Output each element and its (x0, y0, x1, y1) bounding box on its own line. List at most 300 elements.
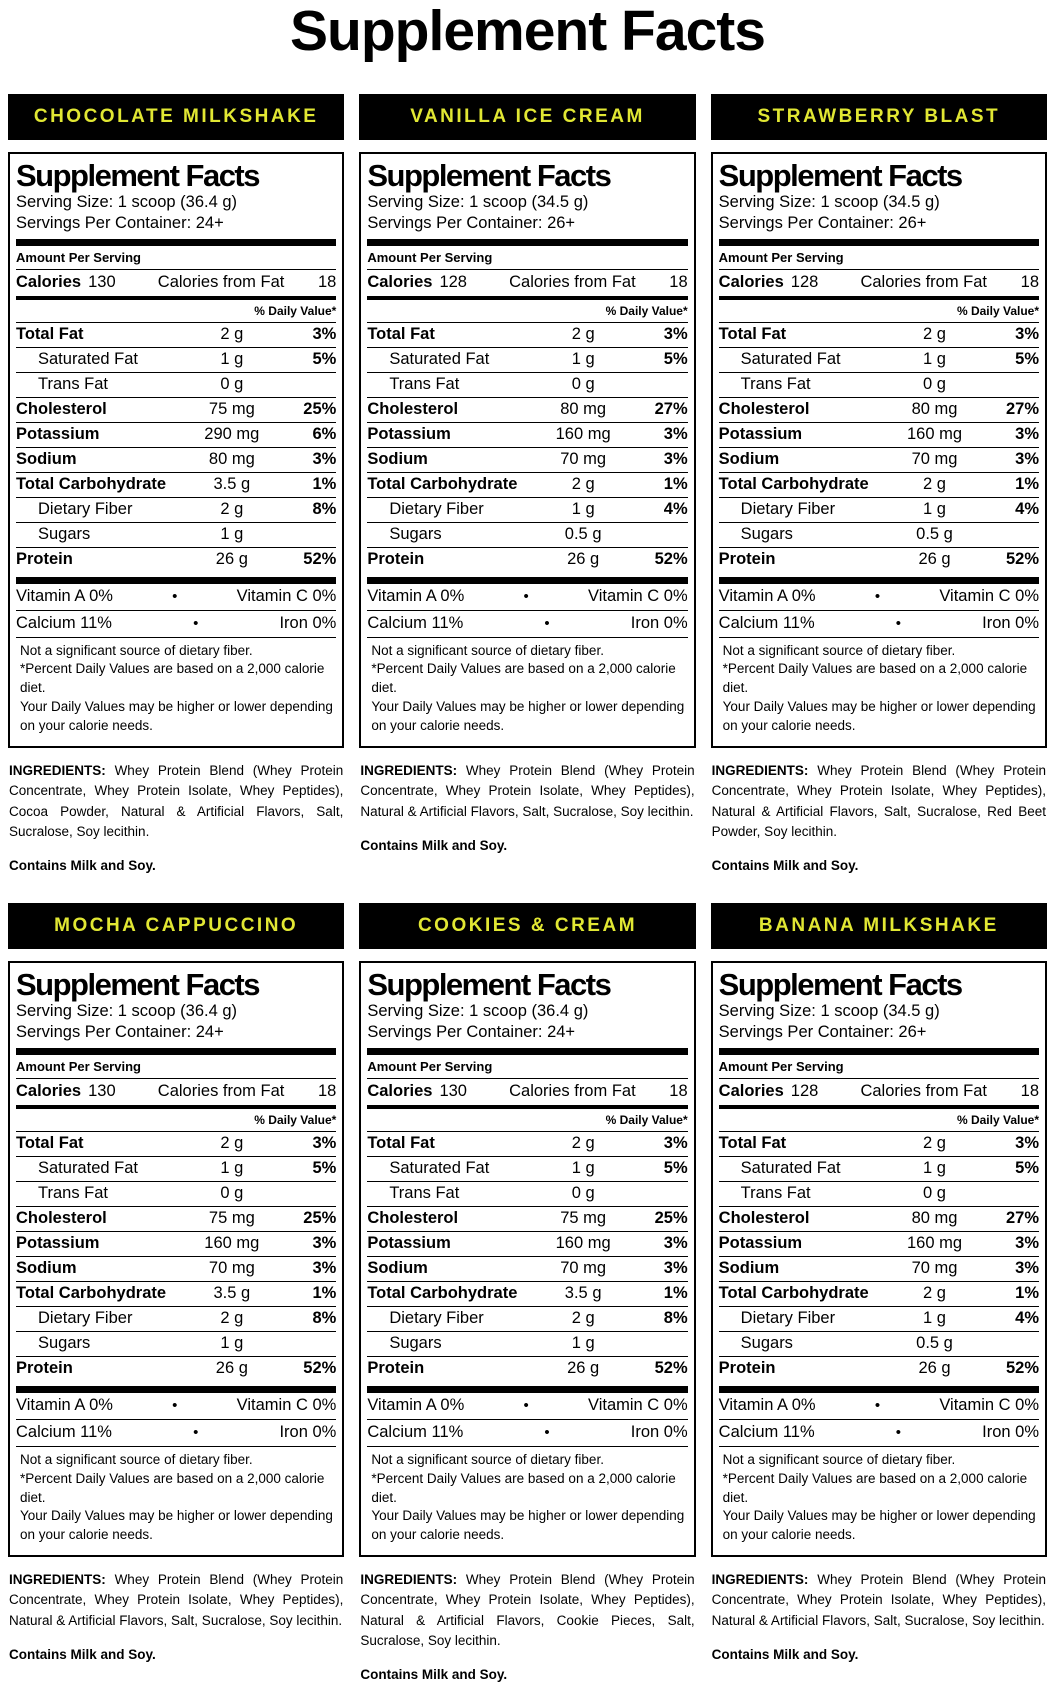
nutrient-row (719, 1181, 1039, 1206)
nutrient-daily-value: 1% (663, 1283, 688, 1302)
nutrient-row (16, 397, 336, 422)
nutrient-row (16, 1206, 336, 1231)
nutrient-row (16, 1181, 336, 1206)
nutrient-daily-value: 5% (1015, 1158, 1039, 1177)
nutrient-row (16, 1231, 336, 1256)
nutrient-amount: 80 mg (560, 399, 607, 418)
nutrient-row (367, 397, 687, 422)
divider-thick-top (16, 1048, 336, 1055)
ingredients-label: INGREDIENTS: (9, 763, 106, 779)
footnote-line: Not a significant source of dietary fiber. (722, 642, 956, 658)
nutrient-name: Trans Fat (740, 374, 811, 393)
servings-per-container: Servings Per Container: 24+ (367, 1023, 576, 1042)
nutrient-name: Total Fat (718, 1133, 787, 1152)
nutrient-name: Sugars (38, 524, 91, 543)
vitamin-right: Vitamin C 0% (939, 586, 1039, 605)
supplement-facts-box (359, 961, 695, 1557)
nutrient-row (16, 497, 336, 522)
flavor-header (359, 94, 695, 140)
divider-thick-bottom (16, 1386, 336, 1393)
vitamin-left: Vitamin A 0% (367, 586, 465, 605)
vitamin-left: Calcium 11% (16, 1422, 112, 1441)
footnotes (16, 1446, 336, 1548)
footnotes (719, 1446, 1039, 1548)
nutrient-amount: 2 g (571, 1308, 595, 1327)
calories-group (367, 273, 509, 292)
nutrient-row (367, 1356, 687, 1381)
nutrient-amount: 70 mg (560, 1258, 607, 1277)
ingredients (9, 761, 343, 842)
nutrient-amount: 0.5 g (916, 1333, 953, 1352)
ingredients-label: INGREDIENTS: (711, 1572, 809, 1588)
nutrient-amount: 26 g (918, 1358, 951, 1377)
nutrient-row (719, 1306, 1039, 1331)
nutrient-daily-value: 5% (312, 1158, 337, 1177)
nutrient-rows (719, 1131, 1039, 1381)
servings-per-container: Servings Per Container: 26+ (367, 213, 576, 232)
nutrient-amount: 160 mg (555, 424, 611, 443)
nutrient-name: Saturated Fat (740, 1158, 841, 1177)
calories-label: Calories (16, 1081, 82, 1100)
facts-title: Supplement Facts (718, 967, 962, 1003)
nutrient-daily-value: 3% (663, 424, 688, 443)
vitamin-right: Vitamin C 0% (939, 1395, 1039, 1414)
vitamin-right: Vitamin C 0% (236, 1395, 337, 1414)
bullet-separator: • (895, 1423, 902, 1441)
nutrient-row (367, 1231, 687, 1256)
bullet-separator: • (895, 614, 902, 632)
nutrient-amount: 0 g (571, 374, 595, 393)
serving-size: Serving Size: 1 scoop (34.5 g) (718, 1002, 940, 1021)
daily-value-header: % Daily Value* (956, 303, 1039, 318)
footnotes (16, 637, 336, 739)
nutrient-daily-value: 8% (663, 1308, 688, 1327)
nutrient-amount: 1 g (571, 349, 595, 368)
flavor-panel (711, 903, 1047, 1662)
calories-group (719, 1082, 861, 1101)
vitamin-rows (367, 1393, 687, 1446)
flavor-name: CHOCOLATE MILKSHAKE (33, 105, 319, 127)
nutrient-daily-value: 1% (1015, 1283, 1039, 1302)
nutrient-amount: 2 g (220, 324, 244, 343)
nutrient-row (719, 397, 1039, 422)
facts-title: Supplement Facts (16, 967, 259, 1003)
vitamin-row (16, 584, 336, 610)
nutrient-name: Total Carbohydrate (718, 474, 869, 493)
nutrient-daily-value: 52% (654, 549, 688, 568)
nutrient-daily-value: 27% (654, 399, 688, 418)
nutrient-row (367, 1281, 687, 1306)
calories-group (16, 273, 158, 292)
calories-row (367, 1078, 687, 1105)
nutrient-daily-value: 8% (312, 1308, 337, 1327)
ingredients (9, 1570, 343, 1631)
vitamin-left: Calcium 11% (367, 1422, 464, 1441)
calories-from-fat-label: Calories from Fat (509, 1081, 636, 1100)
nutrient-name: Potassium (16, 424, 100, 443)
servings-per-container: Servings Per Container: 26+ (718, 1023, 927, 1042)
nutrient-row (16, 1281, 336, 1306)
nutrient-amount: 75 mg (208, 1208, 255, 1227)
flavor-name: BANANA MILKSHAKE (758, 915, 999, 937)
nutrient-row (367, 1256, 687, 1281)
vitamin-right: Iron 0% (982, 613, 1039, 632)
nutrient-daily-value: 25% (303, 1208, 337, 1227)
nutrient-name: Cholesterol (718, 399, 810, 418)
bullet-separator: • (544, 1423, 550, 1441)
divider-thick-bottom (367, 577, 687, 584)
nutrient-name: Total Fat (367, 1133, 435, 1152)
nutrient-row (367, 347, 687, 372)
divider-thick-bottom (367, 1386, 687, 1393)
nutrient-row (16, 372, 336, 397)
nutrient-daily-value: 3% (663, 449, 688, 468)
vitamin-left: Vitamin A 0% (718, 586, 816, 605)
vitamin-row (719, 584, 1039, 610)
amount-per-serving-label: Amount Per Serving (367, 1058, 493, 1074)
vitamin-right: Iron 0% (630, 613, 688, 632)
nutrient-daily-value: 4% (1015, 499, 1039, 518)
nutrient-row (16, 1156, 336, 1181)
nutrient-daily-value: 5% (312, 349, 337, 368)
bullet-separator: • (523, 587, 529, 605)
nutrient-row (367, 322, 687, 347)
nutrient-row (16, 422, 336, 447)
contains-statement: Contains Milk and Soy. (360, 1667, 508, 1683)
calories-row (719, 269, 1039, 296)
nutrient-amount: 80 mg (911, 399, 958, 418)
nutrient-name: Sodium (718, 449, 780, 468)
contains-statement: Contains Milk and Soy. (9, 858, 156, 874)
nutrient-name: Potassium (718, 1233, 803, 1252)
nutrient-amount: 26 g (215, 1358, 248, 1377)
divider-thick-top (16, 239, 336, 246)
nutrient-name: Dietary Fiber (38, 499, 133, 518)
footnote-line: Your Daily Values may be higher or lower depending on your calorie needs. (722, 1508, 1036, 1543)
servings-per-container: Servings Per Container: 24+ (16, 213, 224, 232)
flavor-name: STRAWBERRY BLAST (757, 105, 1001, 127)
footnote-line: *Percent Daily Values are based on a 2,000 calorie diet. (722, 661, 1028, 696)
footnote-line: Your Daily Values may be higher or lower depending on your calorie needs. (20, 699, 333, 734)
calories-from-fat-value: 18 (669, 272, 688, 291)
vitamin-row (719, 1393, 1039, 1419)
ingredients-label: INGREDIENTS: (711, 763, 809, 779)
vitamin-right: Iron 0% (630, 1422, 688, 1441)
nutrient-amount: 1 g (220, 1333, 244, 1352)
daily-value-header: % Daily Value* (254, 303, 337, 318)
nutrient-daily-value: 3% (1015, 449, 1039, 468)
nutrient-daily-value: 1% (663, 474, 688, 493)
vitamin-row (16, 610, 336, 637)
ingredients-text: Whey Protein Blend (Whey Protein Concentrate, Whey Protein Isolate, Whey Peptides), Natural & Artificial Flavors, Salt, Sucralose, Red Beet Powder, Soy lecithin. (711, 763, 1046, 839)
nutrient-daily-value: 3% (663, 1133, 688, 1152)
nutrient-daily-value: 3% (312, 1258, 337, 1277)
nutrient-daily-value: 3% (312, 324, 337, 343)
flavor-panel (359, 94, 695, 853)
nutrient-amount: 1 g (220, 349, 244, 368)
serving-size: Serving Size: 1 scoop (34.5 g) (718, 193, 940, 212)
nutrient-amount: 26 g (567, 549, 600, 568)
nutrient-amount: 80 mg (208, 449, 255, 468)
nutrient-amount: 0 g (571, 1183, 595, 1202)
nutrient-row (16, 1356, 336, 1381)
nutrient-row (719, 497, 1039, 522)
nutrient-row (367, 547, 687, 572)
nutrient-row (16, 547, 336, 572)
serving-size: Serving Size: 1 scoop (34.5 g) (367, 193, 589, 212)
calories-row (16, 269, 336, 296)
nutrient-row (719, 1356, 1039, 1381)
nutrient-daily-value: 3% (312, 1233, 337, 1252)
flavor-header (711, 903, 1047, 949)
nutrient-amount: 70 mg (911, 449, 958, 468)
nutrient-name: Saturated Fat (389, 349, 490, 368)
nutrient-amount: 2 g (571, 474, 595, 493)
vitamin-row (719, 1419, 1039, 1446)
nutrient-amount: 0 g (220, 1183, 244, 1202)
nutrient-amount: 160 mg (906, 424, 963, 443)
bullet-separator: • (544, 614, 550, 632)
nutrient-row (16, 1256, 336, 1281)
footnote-line: Not a significant source of dietary fiber. (20, 642, 253, 658)
ingredients (360, 761, 694, 822)
amount-per-serving-label: Amount Per Serving (367, 249, 493, 265)
bullet-separator: • (874, 1396, 881, 1414)
nutrient-amount: 0 g (220, 374, 244, 393)
footnote-line: Not a significant source of dietary fiber. (20, 1451, 253, 1467)
nutrient-row (367, 1156, 687, 1181)
nutrient-name: Sodium (718, 1258, 780, 1277)
nutrient-name: Dietary Fiber (38, 1308, 133, 1327)
facts-title: Supplement Facts (16, 157, 259, 193)
nutrient-amount: 26 g (567, 1358, 600, 1377)
nutrient-amount: 80 mg (911, 1208, 958, 1227)
contains-statement: Contains Milk and Soy. (711, 1646, 859, 1662)
calories-group (719, 273, 861, 292)
nutrient-name: Total Carbohydrate (16, 474, 167, 493)
nutrient-rows (16, 1131, 336, 1381)
calories-value: 128 (790, 1081, 819, 1100)
nutrient-amount: 2 g (571, 324, 595, 343)
nutrient-amount: 160 mg (204, 1233, 260, 1252)
nutrient-row (367, 422, 687, 447)
vitamin-right: Iron 0% (279, 613, 337, 632)
daily-value-header: % Daily Value* (254, 1112, 337, 1127)
nutrient-amount: 26 g (215, 549, 248, 568)
calories-value: 130 (439, 1081, 467, 1100)
nutrient-row (719, 1281, 1039, 1306)
footnote-line: Your Daily Values may be higher or lower depending on your calorie needs. (371, 699, 685, 734)
nutrient-daily-value: 3% (1015, 424, 1039, 443)
divider-thick-bottom (16, 577, 336, 584)
nutrient-row (16, 447, 336, 472)
vitamin-rows (719, 1393, 1039, 1446)
nutrient-row (16, 522, 336, 547)
nutrient-name: Cholesterol (718, 1208, 810, 1227)
calories-value: 128 (790, 272, 819, 291)
vitamin-right: Vitamin C 0% (587, 1395, 688, 1414)
amount-per-serving-label: Amount Per Serving (718, 1058, 844, 1074)
nutrient-amount: 1 g (220, 1158, 244, 1177)
nutrient-amount: 1 g (923, 1158, 946, 1177)
nutrient-name: Sodium (367, 1258, 428, 1277)
vitamin-left: Calcium 11% (367, 613, 464, 632)
vitamin-right: Vitamin C 0% (236, 586, 337, 605)
nutrient-amount: 1 g (923, 1308, 946, 1327)
nutrient-name: Protein (718, 1358, 776, 1377)
nutrient-daily-value: 27% (1005, 1208, 1039, 1227)
nutrient-name: Potassium (718, 424, 803, 443)
calories-from-fat-value: 18 (1020, 272, 1039, 291)
divider-thick-top (719, 239, 1039, 246)
nutrient-amount: 3.5 g (213, 1283, 251, 1302)
nutrient-row (719, 547, 1039, 572)
nutrient-row (719, 1256, 1039, 1281)
vitamin-left: Vitamin A 0% (16, 1395, 113, 1414)
nutrient-name: Protein (367, 1358, 425, 1377)
footnote-line: Not a significant source of dietary fiber. (722, 1451, 956, 1467)
nutrient-amount: 0 g (923, 374, 946, 393)
bullet-separator: • (172, 1396, 178, 1414)
nutrient-row (16, 322, 336, 347)
calories-label: Calories (16, 272, 82, 291)
nutrient-name: Total Carbohydrate (718, 1283, 869, 1302)
nutrient-name: Dietary Fiber (389, 499, 484, 518)
nutrient-name: Trans Fat (38, 1183, 108, 1202)
nutrient-name: Dietary Fiber (389, 1308, 484, 1327)
calories-from-fat-value: 18 (1020, 1081, 1039, 1100)
vitamin-row (367, 584, 687, 610)
nutrient-row (719, 1206, 1039, 1231)
vitamin-row (719, 610, 1039, 637)
nutrient-amount: 2 g (923, 324, 946, 343)
nutrient-name: Trans Fat (389, 374, 460, 393)
ingredients-text: Whey Protein Blend (Whey Protein Concentrate, Whey Protein Isolate, Whey Peptides), Natural & Artificial Flavors, Cookie Pieces, Salt, Sucralose, Soy lecithin. (360, 1572, 695, 1648)
bullet-separator: • (172, 587, 178, 605)
nutrient-name: Sugars (389, 524, 442, 543)
supplement-facts-box (711, 152, 1047, 748)
nutrient-amount: 70 mg (208, 1258, 255, 1277)
nutrient-row (719, 522, 1039, 547)
flavor-name: MOCHA CAPPUCCINO (54, 915, 299, 937)
nutrient-amount: 290 mg (204, 424, 260, 443)
vitamin-row (367, 1419, 687, 1446)
vitamin-rows (16, 1393, 336, 1446)
nutrient-amount: 3.5 g (213, 474, 251, 493)
nutrient-name: Sugars (740, 524, 793, 543)
nutrient-name: Saturated Fat (389, 1158, 490, 1177)
serving-size: Serving Size: 1 scoop (36.4 g) (16, 1002, 238, 1021)
daily-value-header: % Daily Value* (605, 303, 688, 318)
nutrient-name: Potassium (367, 424, 451, 443)
nutrient-daily-value: 52% (303, 1358, 337, 1377)
nutrient-name: Cholesterol (367, 1208, 459, 1227)
nutrient-amount: 1 g (571, 1158, 595, 1177)
divider-thick-top (719, 1048, 1039, 1055)
calories-from-fat-value: 18 (317, 1081, 337, 1100)
calories-value: 130 (88, 272, 116, 291)
nutrient-row (719, 1331, 1039, 1356)
footnote-line: Not a significant source of dietary fiber. (371, 642, 604, 658)
nutrient-name: Trans Fat (740, 1183, 811, 1202)
vitamin-row (367, 1393, 687, 1419)
nutrient-name: Sugars (38, 1333, 91, 1352)
nutrient-row (367, 1181, 687, 1206)
bullet-separator: • (874, 587, 881, 605)
nutrient-name: Total Fat (367, 324, 435, 343)
ingredients-text: Whey Protein Blend (Whey Protein Concentrate, Whey Protein Isolate, Whey Peptides), Natural & Artificial Flavors, Salt, Sucralose, Soy lecithin. (9, 1572, 344, 1628)
footnotes (719, 637, 1039, 739)
flavor-name: COOKIES & CREAM (417, 915, 638, 937)
vitamin-rows (16, 584, 336, 637)
nutrient-daily-value: 52% (1005, 549, 1039, 568)
nutrient-row (16, 1331, 336, 1356)
flavor-header (359, 903, 695, 949)
nutrient-name: Cholesterol (367, 399, 459, 418)
nutrient-daily-value: 4% (663, 499, 688, 518)
nutrient-name: Sugars (740, 1333, 793, 1352)
nutrient-amount: 2 g (220, 1308, 244, 1327)
vitamin-left: Calcium 11% (718, 613, 815, 632)
footnote-line: *Percent Daily Values are based on a 2,000 calorie diet. (371, 661, 676, 696)
nutrient-name: Total Fat (16, 324, 84, 343)
calories-label: Calories (718, 272, 784, 291)
nutrient-name: Dietary Fiber (740, 1308, 836, 1327)
nutrient-rows (16, 322, 336, 572)
vitamin-right: Iron 0% (279, 1422, 337, 1441)
vitamin-rows (367, 584, 687, 637)
nutrient-row (719, 372, 1039, 397)
nutrient-rows (719, 322, 1039, 572)
footnote-line: *Percent Daily Values are based on a 2,000 calorie diet. (20, 661, 325, 696)
nutrient-name: Sugars (389, 1333, 442, 1352)
nutrient-daily-value: 3% (312, 1133, 337, 1152)
nutrient-daily-value: 4% (1015, 1308, 1039, 1327)
nutrient-daily-value: 8% (312, 499, 337, 518)
nutrient-daily-value: 1% (312, 1283, 337, 1302)
divider-thick-bottom (719, 1386, 1039, 1393)
nutrient-amount: 2 g (923, 1283, 946, 1302)
flavor-header (8, 903, 344, 949)
nutrient-row (719, 322, 1039, 347)
footnotes (367, 1446, 687, 1548)
calories-from-fat-value: 18 (317, 272, 337, 291)
nutrient-name: Dietary Fiber (740, 499, 836, 518)
nutrient-name: Saturated Fat (740, 349, 841, 368)
nutrient-name: Cholesterol (16, 1208, 107, 1227)
nutrient-row (719, 472, 1039, 497)
nutrient-amount: 70 mg (911, 1258, 958, 1277)
vitamin-right: Vitamin C 0% (587, 586, 688, 605)
ingredients-text: Whey Protein Blend (Whey Protein Concentrate, Whey Protein Isolate, Whey Peptides), Natural & Artificial Flavors, Salt, Sucralose, Soy lecithin. (711, 1572, 1046, 1628)
nutrient-amount: 1 g (220, 524, 244, 543)
calories-group (16, 1082, 158, 1101)
nutrient-amount: 0.5 g (564, 524, 602, 543)
nutrient-amount: 1 g (571, 1333, 595, 1352)
calories-from-fat-label: Calories from Fat (860, 272, 987, 291)
daily-value-header: % Daily Value* (605, 1112, 688, 1127)
calories-from-fat-label: Calories from Fat (157, 272, 285, 291)
nutrient-amount: 1 g (923, 499, 946, 518)
calories-value: 130 (88, 1081, 116, 1100)
footnote-line: *Percent Daily Values are based on a 2,000 calorie diet. (371, 1470, 676, 1505)
nutrient-name: Trans Fat (389, 1183, 460, 1202)
nutrient-row (367, 1206, 687, 1231)
flavor-header (8, 94, 344, 140)
nutrient-name: Protein (16, 1358, 73, 1377)
nutrient-amount: 70 mg (560, 449, 607, 468)
nutrient-row (16, 347, 336, 372)
